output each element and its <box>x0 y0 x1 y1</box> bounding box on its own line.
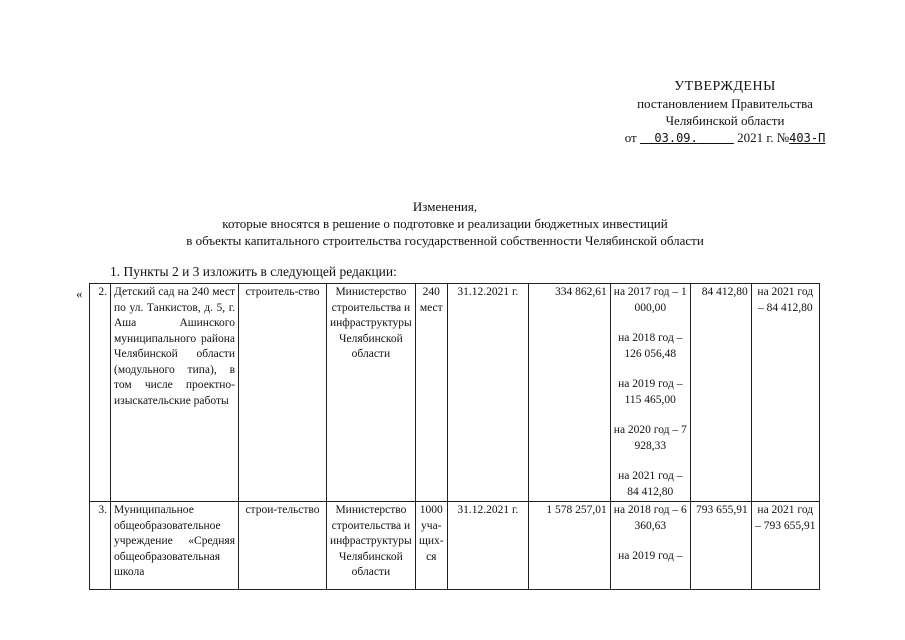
heading-line-3: в объекты капитального строительства государственной собственности Челябинской области <box>186 233 704 248</box>
heading-line-1: Изменения, <box>412 199 478 214</box>
table-row <box>90 502 820 590</box>
funding-by-year <box>610 284 690 502</box>
investment-table <box>89 283 820 590</box>
work-kind: строи-тельство <box>239 502 327 590</box>
funding-item: на 2018 год – 126 056,48 <box>618 332 683 360</box>
approval-from: от <box>624 130 637 145</box>
row-number: 3. <box>90 502 111 590</box>
completion-date: 31.12.2021 г. <box>447 502 528 590</box>
approval-date-line <box>560 129 890 147</box>
funding-item: на 2019 год – 115 465,00 <box>618 378 683 406</box>
capacity: 1000 уча-щих-ся <box>415 502 447 590</box>
point-text: 1. Пункты 2 и 3 изложить в следующей редакции: <box>110 264 397 279</box>
approval-line-2: постановлением Правительства <box>637 96 813 111</box>
quote-mark: « <box>76 286 83 301</box>
funding-item: на 2020 год – 7 928,33 <box>613 424 687 452</box>
funding-item: на 2017 год – 1 000,00 <box>613 286 687 314</box>
approval-title: УТВЕРЖДЕНЫ <box>674 79 776 94</box>
approval-year: 2021 г. № <box>737 130 790 145</box>
funding-item: на 2021 год – 84 412,80 <box>618 470 683 498</box>
document-heading <box>120 198 770 249</box>
capacity: 240 мест <box>415 284 447 502</box>
customer: Министерство строительства и инфраструктуры Челябинской области <box>327 284 416 502</box>
budget-limits: на 2021 год – 793 655,91 <box>751 502 819 590</box>
funding-item: на 2019 год – <box>618 550 683 562</box>
table-row <box>90 284 820 502</box>
object-name: Детский сад на 240 мест по ул. Танкистов, д. 5, г. Аша Ашинского муниципального района Челябинской области (модульного типа), в том числе проектно-изыскательские работы <box>111 284 239 502</box>
heading-line-2: которые вносятся в решение о подготовке и реализации бюджетных инвестиций <box>222 216 668 231</box>
approval-number: 403-П <box>789 131 826 145</box>
approval-line-3: Челябинской области <box>665 113 785 128</box>
customer: Министерство строительства и инфраструктуры Челябинской области <box>327 502 416 590</box>
estimated-cost: 334 862,61 <box>528 284 610 502</box>
object-name: Муниципальное общеобразовательное учреждение «Средняя общеобразовательная школа <box>111 502 239 590</box>
completion-date: 31.12.2021 г. <box>447 284 528 502</box>
approval-date: 03.09. <box>654 131 698 145</box>
row-number: 2. <box>90 284 111 502</box>
work-kind: строитель-ство <box>239 284 327 502</box>
funding-item: на 2018 год – 6 360,63 <box>613 504 687 532</box>
budget-limits: на 2021 год – 84 412,80 <box>751 284 819 502</box>
funding-by-year <box>610 502 690 590</box>
estimated-cost: 1 578 257,01 <box>528 502 610 590</box>
remaining-cost: 793 655,91 <box>690 502 751 590</box>
approval-block <box>560 78 890 147</box>
remaining-cost: 84 412,80 <box>690 284 751 502</box>
